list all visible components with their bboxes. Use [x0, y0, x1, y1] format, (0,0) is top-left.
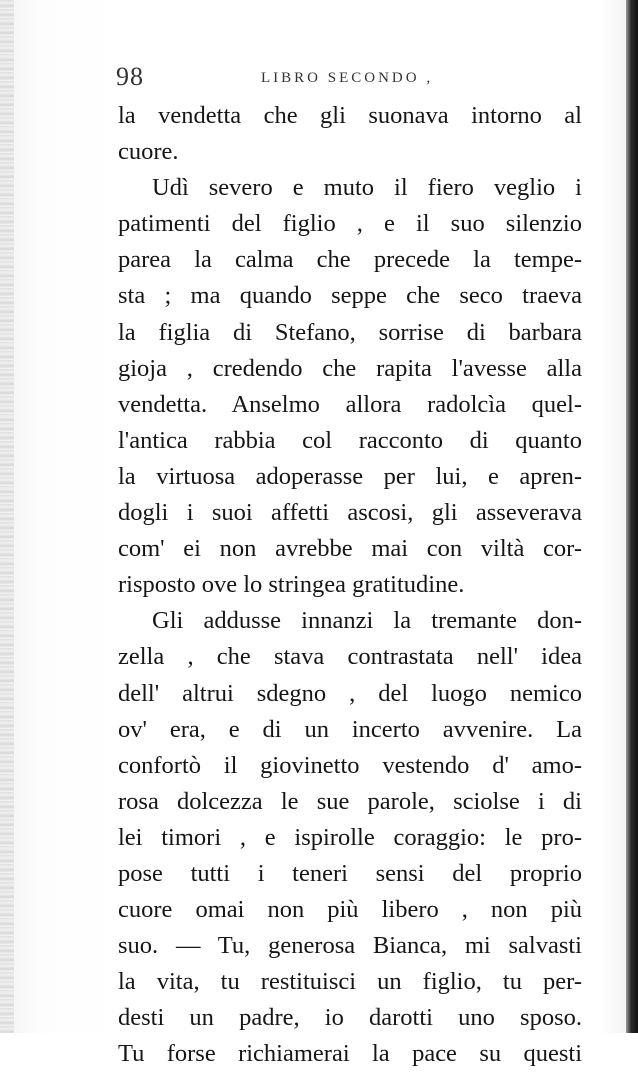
text-line: rosa dolcezza le sue parole, sciolse i di: [118, 787, 582, 815]
text-line: ov' era, e di un incerto avvenire. La: [118, 715, 582, 743]
text-line: dell' altrui sdegno , del luogo nemico: [118, 679, 582, 707]
body-text: [118, 98, 582, 1073]
text-line: vendetta. Anselmo allora radolcìa quel-: [118, 390, 582, 418]
running-head: [116, 62, 586, 94]
text-line: la vendetta che gli suonava intorno al: [118, 102, 582, 129]
text-line: dogli i suoi affetti ascosi, gli asseverava: [118, 499, 582, 527]
text-line: confortò il giovinetto vestendo d' amo-: [118, 751, 582, 779]
text-line: l'antica rabbia col racconto di quanto: [118, 426, 582, 454]
page-right-shadow-edge: [626, 0, 638, 1033]
text-line: sta ; ma quando seppe che seco traeva: [118, 282, 582, 310]
text-line: suo. — Tu, generosa Bianca, mi salvasti: [118, 932, 582, 960]
running-title: LIBRO SECONDO ,: [261, 70, 434, 86]
text-line: la figlia di Stefano, sorrise di barbara: [118, 318, 582, 346]
text-line: Gli addusse innanzi la tremante don-: [152, 607, 582, 635]
text-line: Udì severo e muto il fiero veglio i: [152, 174, 582, 202]
text-line: la vita, tu restituisci un figlio, tu per-: [118, 968, 582, 996]
text-line: com' ei non avrebbe mai con viltà cor-: [118, 535, 582, 563]
text-line: patimenti del figlio , e il suo silenzio: [118, 210, 582, 238]
page-number: 98: [116, 62, 144, 91]
text-line: gioja , credendo che rapita l'avesse alla: [118, 354, 582, 382]
text-line: zella , che stava contrastata nell' idea: [118, 643, 582, 671]
text-line: la virtuosa adoperasse per lui, e apren-: [118, 462, 582, 490]
text-line: cuore omai non più libero , non più: [118, 896, 582, 924]
text-line: cuore.: [118, 138, 179, 166]
text-line: risposto ove lo stringea gratitudine.: [118, 571, 465, 599]
page-gutter-edge: [0, 0, 14, 1033]
text-line: lei timori , e ispirolle coraggio: le pro-: [118, 823, 582, 851]
text-line: Tu forse richiamerai la pace su questi: [118, 1040, 582, 1068]
text-line: pose tutti i teneri sensi del proprio: [118, 859, 582, 887]
text-line: parea la calma che precede la tempe-: [118, 246, 582, 274]
text-line: desti un padre, io darotti uno sposo.: [118, 1004, 582, 1032]
